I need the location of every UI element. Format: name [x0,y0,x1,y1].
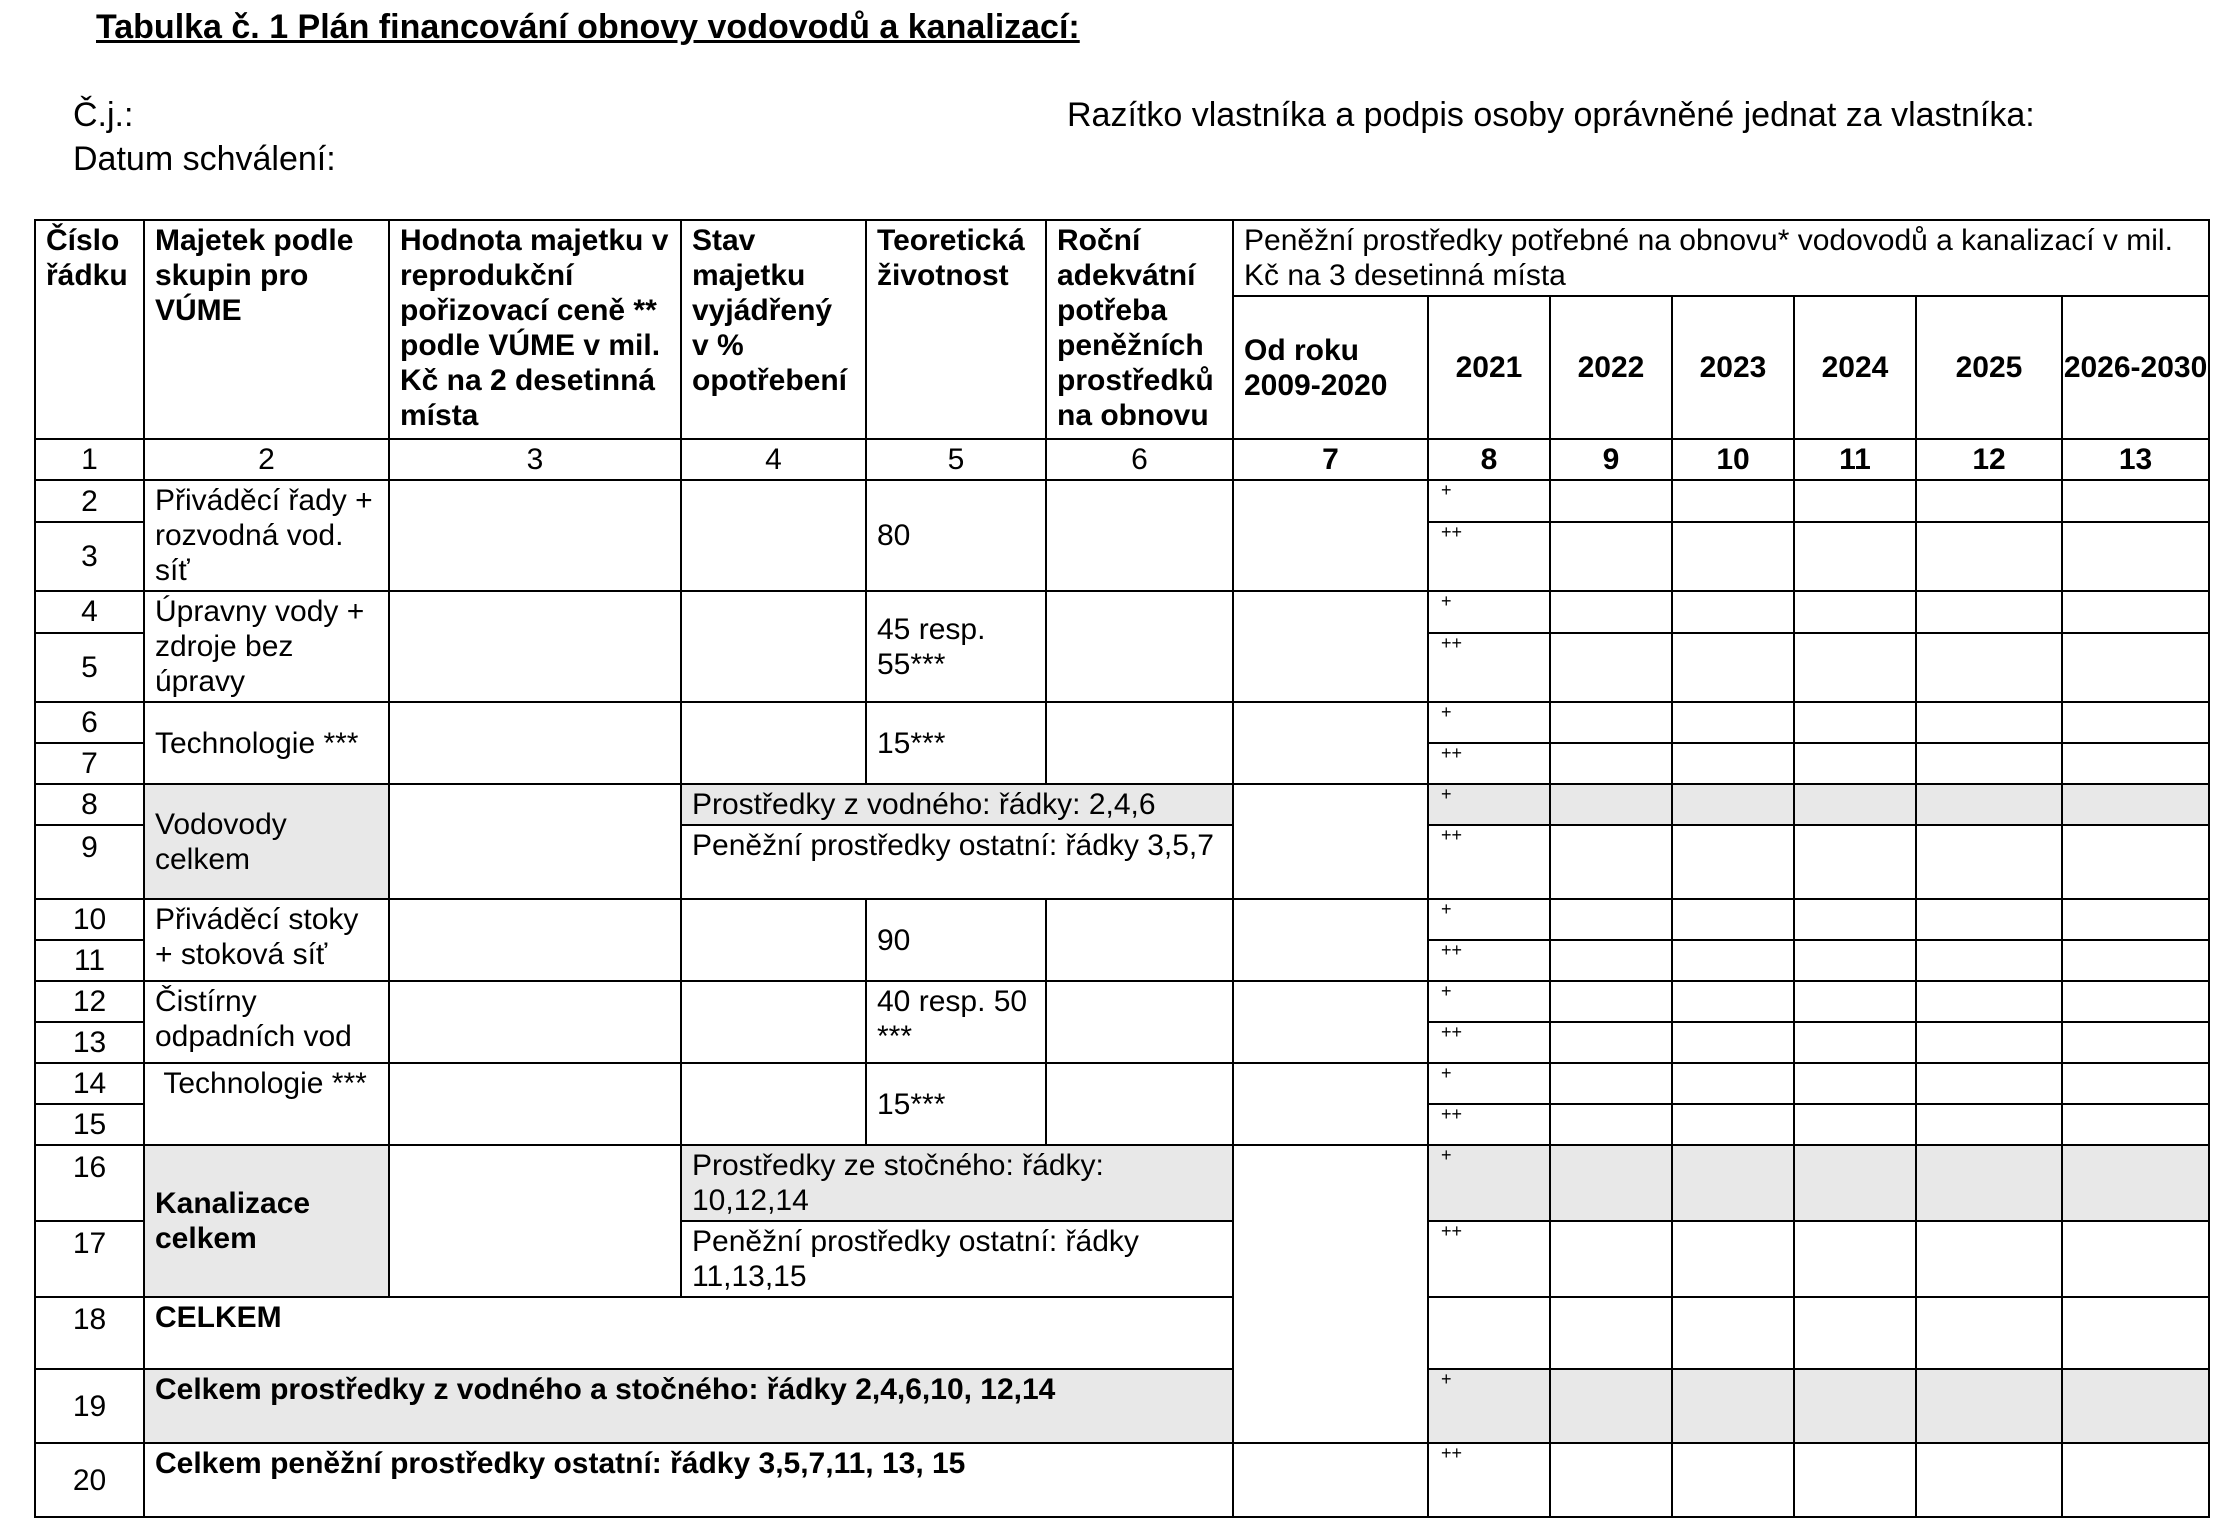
stamp-signature-label: Razítko vlastníka a podpis osoby oprávněné jednat za vlastníka: [1067,96,2035,134]
row-number: 20 [35,1443,144,1517]
plus-mark: + [1428,480,1550,522]
table-row [35,981,2209,1022]
plusplus-mark: ++ [1428,522,1550,591]
plusplus-mark: ++ [1428,743,1550,784]
row-number: 10 [35,899,144,940]
row-number: 16 [35,1145,144,1221]
value-cell [681,480,866,591]
group-label: Technologie *** [144,1063,389,1145]
life-cell: 80 [866,480,1046,591]
row-number: 17 [35,1221,144,1297]
header-cislo: Číslo řádku [35,220,144,439]
header-rocni: Roční adekvátní potřeba peněžních prostředků na obnovu [1046,220,1233,439]
col-number: 6 [1046,439,1233,480]
table-row [35,1369,2209,1443]
table-row [35,1443,2209,1517]
vodne-note: Prostředky z vodného: řádky: 2,4,6 [681,784,1233,825]
table-row [35,899,2209,940]
life-cell: 45 resp. 55*** [866,591,1046,702]
header-penezni-group: Peněžní prostředky potřebné na obnovu* vodovodů a kanalizací v mil. Kč na 3 desetinná místa [1233,220,2209,296]
life-cell: 40 resp. 50 *** [866,981,1046,1063]
value-cell [1233,480,1428,591]
life-cell: 15*** [866,702,1046,784]
financing-plan-table [34,219,2210,1518]
plus-mark: + [1428,702,1550,743]
row-number: 13 [35,1022,144,1063]
row-number: 15 [35,1104,144,1145]
vodovody-celkem-label: Vodovody celkem [144,784,389,899]
header-od-roku: Od roku 2009-2020 [1233,296,1428,439]
table-row [35,1297,2209,1369]
life-cell: 15*** [866,1063,1046,1145]
col-number: 4 [681,439,866,480]
plus-mark: + [1428,899,1550,940]
col-number: 1 [35,439,144,480]
table-row [35,1063,2209,1104]
approval-date-label: Datum schválení: [73,140,336,178]
col-number: 3 [389,439,681,480]
row-number: 18 [35,1297,144,1369]
row-number: 3 [35,522,144,591]
table-title: Tabulka č. 1 Plán financování obnovy vodovodů a kanalizací: [96,8,1080,46]
stocne-note: Prostředky ze stočného: řádky: 10,12,14 [681,1145,1233,1221]
col-number: 12 [1916,439,2062,480]
header-year: 2026-2030 [2062,296,2209,439]
header-year: 2021 [1428,296,1550,439]
header-year: 2023 [1672,296,1794,439]
header-stav: Stav majetku vyjádřený v % opotřebení [681,220,866,439]
col-number: 10 [1672,439,1794,480]
plusplus-mark: ++ [1428,633,1550,702]
table-row [35,702,2209,743]
header-majetek: Majetek podle skupin pro VÚME [144,220,389,439]
col-number: 11 [1794,439,1916,480]
ostatni-note: Peněžní prostředky ostatní: řádky 3,5,7 [681,825,1233,899]
group-label: Technologie *** [144,702,389,784]
life-cell: 90 [866,899,1046,981]
col-number: 2 [144,439,389,480]
row-number: 5 [35,633,144,702]
celkem-vodne-label: Celkem prostředky z vodného a stočného: řádky 2,4,6,10, 12,14 [144,1369,1233,1443]
row-number: 7 [35,743,144,784]
header-year: 2022 [1550,296,1672,439]
group-label: Úpravny vody + zdroje bez úpravy [144,591,389,702]
value-cell [389,480,681,591]
table-row [35,1145,2209,1221]
group-label: Čistírny odpadních vod [144,981,389,1063]
plusplus-mark: ++ [1428,1022,1550,1063]
plusplus-mark: ++ [1428,1104,1550,1145]
ostatni-note: Peněžní prostředky ostatní: řádky 11,13,15 [681,1221,1233,1297]
plus-mark: + [1428,981,1550,1022]
plus-mark: + [1428,1369,1550,1443]
col-number: 5 [866,439,1046,480]
plusplus-mark: ++ [1428,940,1550,981]
kanalizace-celkem-label: Kanalizace celkem [144,1145,389,1297]
row-number: 12 [35,981,144,1022]
row-number: 8 [35,784,144,825]
plus-mark: + [1428,784,1550,825]
celkem-ostatni-label: Celkem peněžní prostředky ostatní: řádky 3,5,7,11, 13, 15 [144,1443,1233,1517]
table-row [35,480,2209,522]
value-cell [1046,480,1233,591]
plusplus-mark: ++ [1428,1221,1550,1297]
plusplus-mark: ++ [1428,825,1550,899]
row-number: 14 [35,1063,144,1104]
col-number: 8 [1428,439,1550,480]
table-row [35,784,2209,825]
plus-mark: + [1428,1145,1550,1221]
plus-mark: + [1428,591,1550,633]
plusplus-mark: ++ [1428,1443,1550,1517]
row-number: 4 [35,591,144,633]
table-row [35,591,2209,633]
row-number: 19 [35,1369,144,1443]
row-number: 2 [35,480,144,522]
group-label: Přiváděcí řady + rozvodná vod. síť [144,480,389,591]
col-number: 7 [1233,439,1428,480]
col-number: 9 [1550,439,1672,480]
cj-label: Č.j.: [73,96,134,134]
header-year: 2024 [1794,296,1916,439]
row-number: 9 [35,825,144,899]
celkem-label: CELKEM [144,1297,1233,1369]
header-year: 2025 [1916,296,2062,439]
header-zivotnost: Teoretická životnost [866,220,1046,439]
group-label: Přiváděcí stoky + stoková síť [144,899,389,981]
plus-mark: + [1428,1063,1550,1104]
header-hodnota: Hodnota majetku v reprodukční pořizovací ceně ** podle VÚME v mil. Kč na 2 desetinná místa [389,220,681,439]
col-number: 13 [2062,439,2209,480]
row-number: 11 [35,940,144,981]
row-number: 6 [35,702,144,743]
